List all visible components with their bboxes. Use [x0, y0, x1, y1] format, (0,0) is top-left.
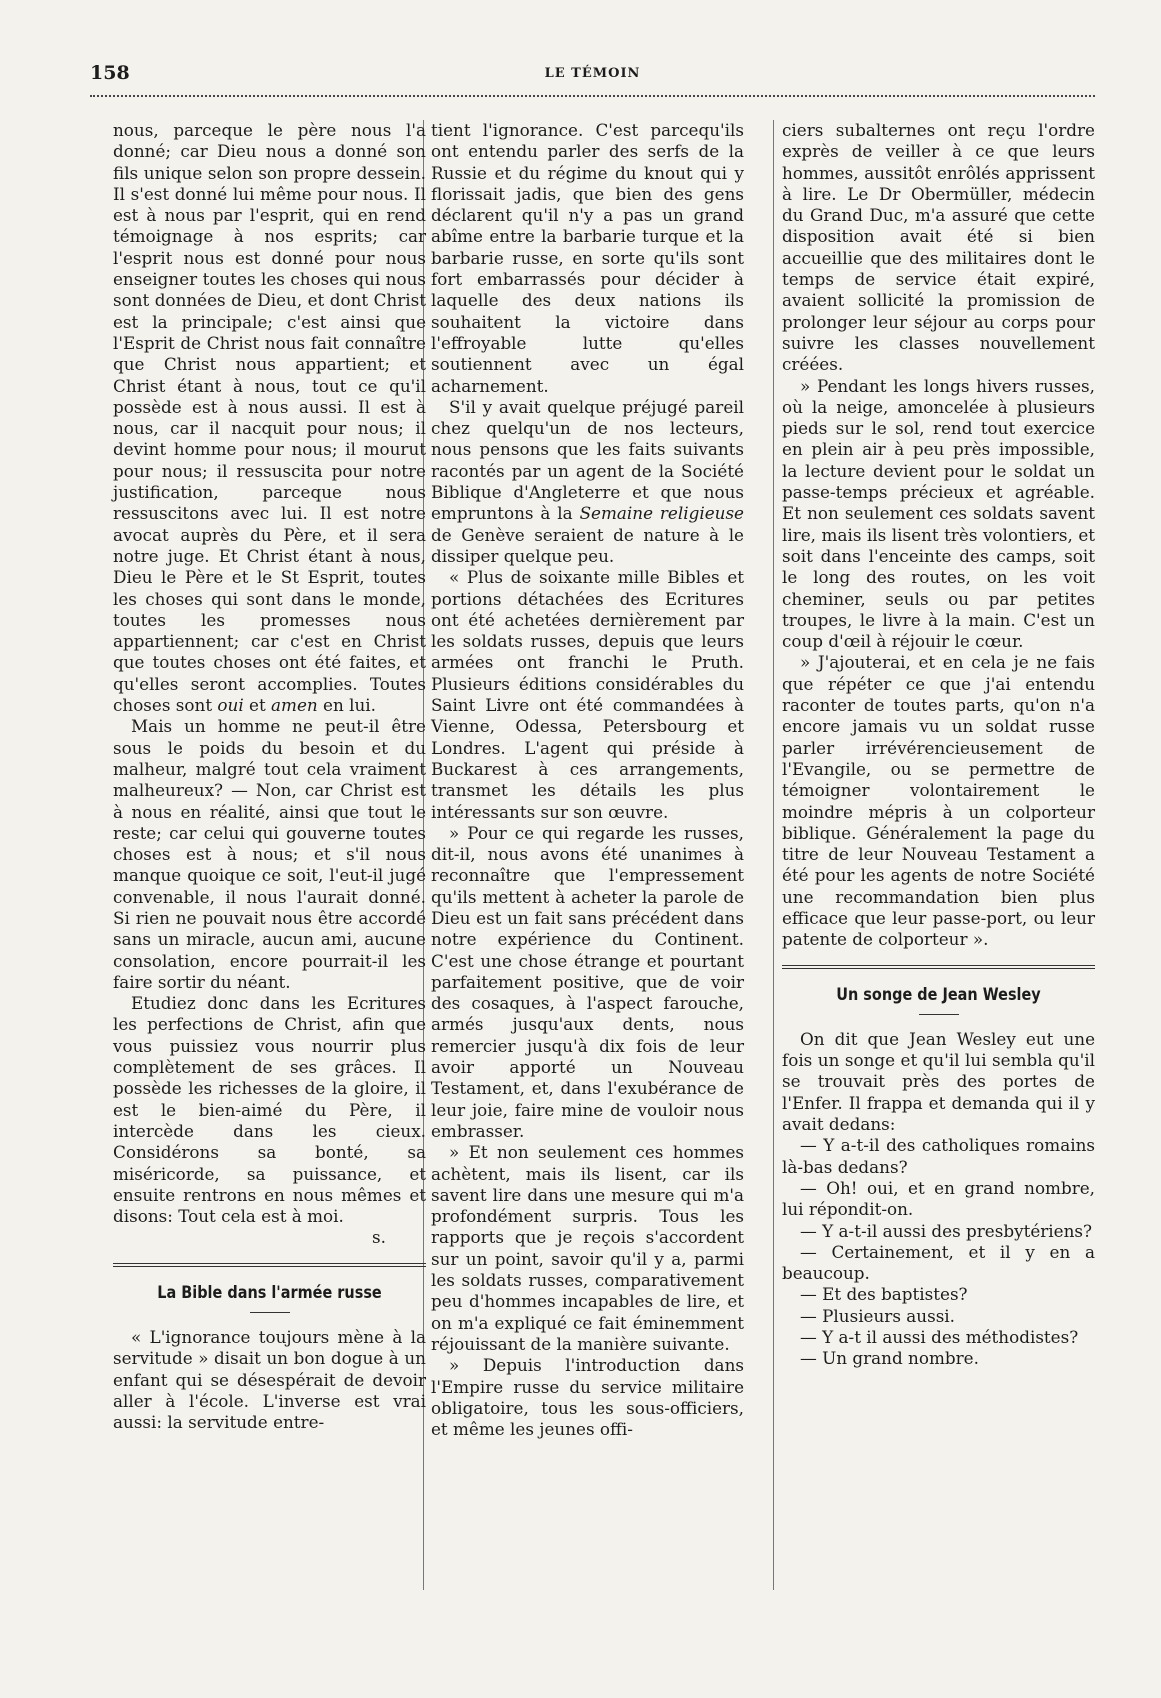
column-1	[113, 120, 426, 1434]
section-divider	[113, 1263, 426, 1267]
paragraph: » Depuis l'introduction dans l'Empire russe du service militaire obligatoire, tous les sous-officiers, et même les jeunes offi-	[431, 1355, 744, 1440]
section-divider	[782, 965, 1095, 969]
page-header	[90, 62, 1095, 92]
dialogue-line: — Certainement, et il y en a beaucoup.	[782, 1241, 1095, 1284]
paragraph: « Plus de soixante mille Bibles et portions détachées des Ecritures ont été achetées dernièrement par les soldats russes, depuis que leurs armées ont franchi le Pruth. Plusieurs éditions considérables du Saint Livre ont été commandées à Vienne, Odessa, Petersbourg et Londres. L'agent qui préside à Buckarest à ces arrangements, transmet les détails les plus intéressants sur son œuvre.	[431, 567, 744, 822]
paragraph-text: en lui.	[317, 695, 377, 716]
dialogue-line: — Oh! oui, et en grand nombre, lui répondit-on.	[782, 1177, 1095, 1220]
page-number: 158	[90, 62, 130, 84]
paragraph: tient l'ignorance. C'est parcequ'ils ont entendu parler des serfs de la Russie et du régime du knout qui y florissait jadis, que bien des gens déclarent qu'il n'y a pas un grand abîme entre la barbarie turque et la barbarie russe, en sorte qu'ils sont fort embarrassés pour décider à laquelle des deux nations ils souhaitent la victoire dans l'effroyable lutte qu'elles soutiennent avec un égal acharnement.	[431, 120, 744, 396]
paragraph-text: nous, parceque le père nous l'a donné; car Dieu nous a donné son fils unique selon son propre dessein. Il s'est donné lui même pour nous. Il est à nous par l'esprit, qui en rend témoignage à nos esprits; car l'esprit nous est donné pour nous enseigner toutes les choses qui nous sont données de Dieu, et dont Christ est la principale; c'est ainsi que l'Esprit de Christ nous fait connaître que Christ nous appartient; et Christ étant à nous, tout ce qu'il possède est à nous aussi. Il est à nous, car il nacquit pour nous; il devint homme pour nous; il mourut pour nous; il ressuscita pour notre justification, parceque nous ressuscitons avec lui. Il est notre avocat auprès du Père, et il sera notre juge. Et Christ étant à nous, Dieu le Père et le St Esprit, toutes les choses qui sont dans le monde, toutes les promesses nous appartiennent; car c'est en Christ que toutes choses ont été faites, et qu'elles seront accomplies. Toutes choses sont	[113, 120, 426, 716]
dialogue-line: — Et des baptistes?	[800, 1284, 968, 1305]
paragraph-text: S'il y avait quelque préjugé pareil chez quelqu'un de nos lecteurs, nous pensons que les faits suivants racontés par un agent de la Société Biblique d'Angleterre et que nous empruntons à la	[431, 396, 744, 524]
column-rule	[773, 120, 774, 1590]
signature: s.	[372, 1227, 386, 1248]
emphasis: amen	[271, 695, 318, 716]
publication-name: Semaine religieuse	[579, 503, 744, 524]
section-title: La Bible dans l'armée russe	[157, 1282, 382, 1303]
section-title: Un songe de Jean Wesley	[836, 984, 1041, 1005]
dialogue-line: — Y a-t-il des catholiques romains là-bas dedans?	[782, 1135, 1095, 1177]
dialogue-line: — Plusieurs aussi.	[800, 1305, 956, 1326]
paragraph: On dit que Jean Wesley eut une fois un songe et qu'il lui sembla qu'il se trouvait près des portes de l'Enfer. Il frappa et demanda qui il y avait dedans:	[782, 1028, 1095, 1135]
dialogue-line: — Y a-t il aussi des méthodistes?	[800, 1327, 1079, 1348]
paragraph-text: et	[243, 695, 272, 716]
emphasis: oui	[217, 695, 244, 716]
paragraph: « L'ignorance toujours mène à la servitude » disait un bon dogue à un enfant qui se désespérait de devoir aller à l'école. L'inverse est vrai aussi: la servitude entre-	[113, 1327, 426, 1433]
dialogue-line: — Un grand nombre.	[800, 1348, 979, 1369]
paragraph: » Pour ce qui regarde les russes, dit-il, nous avons été unanimes à reconnaître que l'empressement qu'ils mettent à acheter la parole de Dieu est un fait sans précédent dans notre expérience du Continent. C'est une chose étrange et pourtant parfaitement positive, que de voir des cosaques, à l'aspect farouche, armés jusqu'aux dents, nous remercier jusqu'à dix fois de leur avoir apporté un Nouveau Testament, et, dans l'exubérance de leur joie, faire mine de vouloir nous embrasser.	[431, 822, 744, 1141]
paragraph: ciers subalternes ont reçu l'ordre exprès de veiller à ce que leurs hommes, aussitôt enrôlés apprissent à lire. Le Dr Obermüller, médecin du Grand Duc, m'a assuré que cette disposition avait été si bien accueillie que des militaires dont le temps de service était expiré, avaient sollicité la promission de prolonger leur séjour au corps pour suivre les classes nouvellement créées.	[782, 120, 1095, 375]
paragraph	[113, 120, 426, 716]
paragraph	[431, 397, 744, 567]
paragraph-text: de Genève seraient de nature à le dissiper quelque peu.	[431, 524, 744, 566]
column-2	[431, 120, 744, 1440]
paragraph: » Pendant les longs hivers russes, où la neige, amoncelée à plusieurs pieds sur le sol, rend tout exercice en plein air à peu près impossible, la lecture devient pour le soldat un passe-temps précieux et agréable. Et non seulement ces soldats savent lire, mais ils lisent très volontiers, et soit dans l'enceinte des camps, soit le long des routes, on les voit cheminer, seuls ou par petites troupes, le livre à la main. C'est un coup d'œil à réjouir le cœur.	[782, 375, 1095, 652]
title-dash	[919, 1014, 959, 1015]
dialogue-line: — Y a-t-il aussi des presbytériens?	[800, 1220, 1092, 1241]
title-dash	[250, 1312, 290, 1313]
paragraph: Etudiez donc dans les Ecritures les perfections de Christ, afin que vous puissiez vous nourrir plus complètement de ses grâces. Il possède les richesses de la gloire, il est le bien-aimé du Père, il intercède dans les cieux. Considérons sa bonté, sa miséricorde, sa puissance, et ensuite rentrons en nous mêmes et disons: Tout cela est à moi.	[113, 993, 426, 1227]
paragraph: Mais un homme ne peut-il être sous le poids du besoin et du malheur, malgré tout cela vraiment malheureux? — Non, car Christ est à nous en réalité, ainsi que tout le reste; car celui qui gouverne toutes choses est à nous; et s'il nous manque quoique ce soit, l'eut-il jugé convenable, il nous l'aurait donné. Si rien ne pouvait nous être accordé sans un miracle, aucun ami, aucune consolation, encore pourrait-il les faire sortir du néant.	[113, 716, 426, 992]
column-3	[782, 120, 1095, 1370]
journal-title: LE TÉMOIN	[544, 66, 641, 81]
paragraph: » J'ajouterai, et en cela je ne fais que répéter ce que j'ai entendu raconter de toutes parts, qu'on n'a encore jamais vu un soldat russe parler irrévérencieusement de l'Evangile, ou se permettre de témoigner volontairement le moindre mépris à un colporteur biblique. Généralement la page du titre de leur Nouveau Testament a été pour les agents de notre Société une recommandation bien plus efficace que leur passe-port, ou leur patente de colporteur ».	[782, 652, 1095, 950]
header-rule	[90, 95, 1095, 97]
paragraph: » Et non seulement ces hommes achètent, mais ils lisent, car ils savent lire dans une mesure qui m'a profondément surpris. Tous les rapports que je reçois s'accordent sur un point, savoir qu'il y a, parmi les soldats russes, comparativement peu d'hommes incapables de lire, et on m'a expliqué ce fait éminemment réjouissant de la manière suivante.	[431, 1142, 744, 1354]
